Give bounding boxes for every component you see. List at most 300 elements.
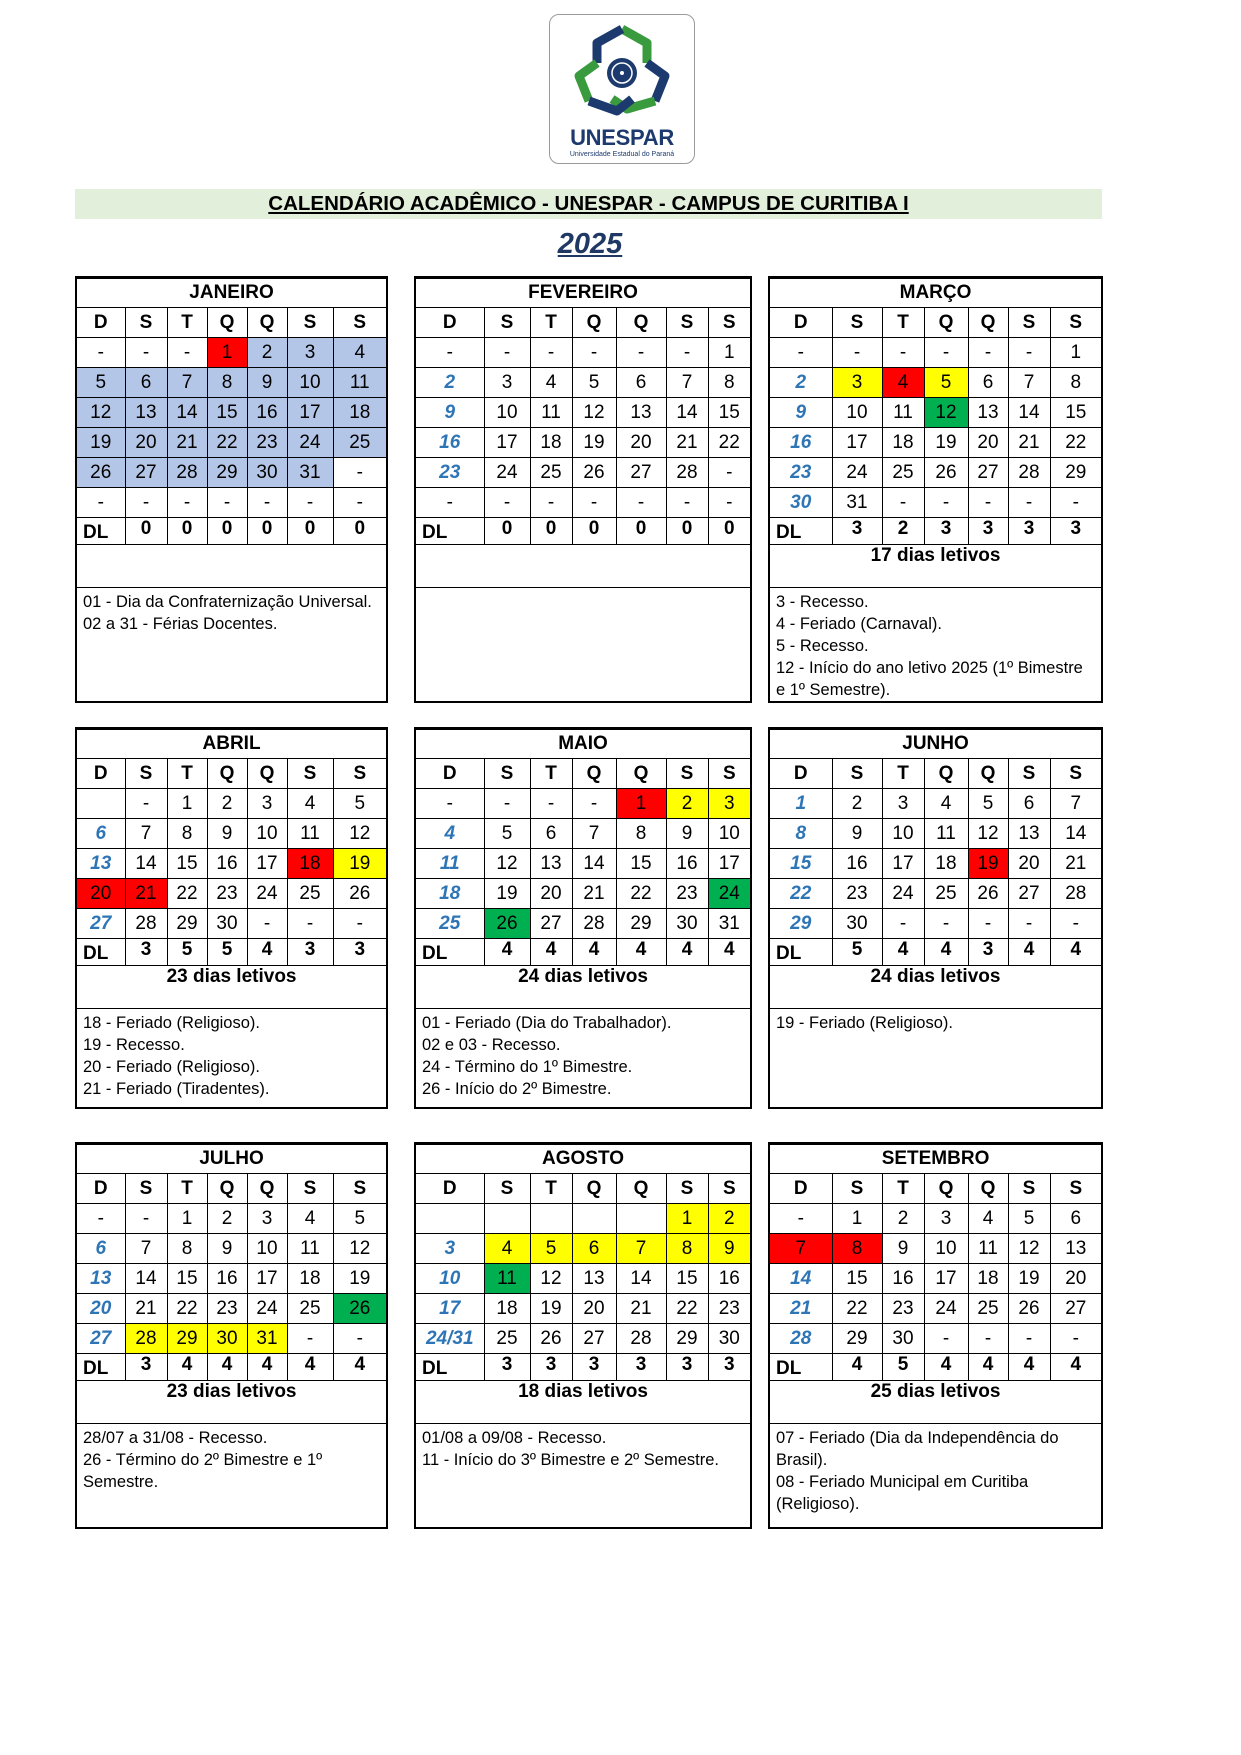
day-cell: - xyxy=(530,789,572,819)
day-cell: 8 xyxy=(832,1234,882,1264)
day-cell: 27 xyxy=(77,1324,125,1354)
day-cell: 3 xyxy=(832,368,882,398)
day-cell: 15 xyxy=(832,1264,882,1294)
day-cell: 19 xyxy=(530,1294,572,1324)
day-cell: 30 xyxy=(832,909,882,939)
week-row xyxy=(77,1294,386,1324)
day-cell: 28 xyxy=(167,458,207,488)
day-cell: 15 xyxy=(167,1264,207,1294)
day-cell: - xyxy=(924,338,968,368)
day-cell xyxy=(572,1204,616,1234)
month-notes xyxy=(770,588,1101,702)
day-cell: 29 xyxy=(616,909,666,939)
day-cell: 17 xyxy=(287,398,333,428)
day-cell: 3 xyxy=(247,789,287,819)
dl-count: 4 xyxy=(333,1354,386,1381)
week-row xyxy=(770,428,1101,458)
dl-count: 4 xyxy=(572,939,616,966)
day-cell: 17 xyxy=(484,428,530,458)
day-cell: 25 xyxy=(530,458,572,488)
day-cell: 13 xyxy=(968,398,1008,428)
note-line: 18 - Feriado (Religioso). xyxy=(83,1014,260,1032)
week-row xyxy=(416,879,750,909)
day-cell: 15 xyxy=(207,398,247,428)
weekday-header: S xyxy=(666,759,708,789)
day-cell: 19 xyxy=(484,879,530,909)
note-line: 01 - Feriado (Dia do Trabalhador). xyxy=(422,1014,672,1032)
day-cell: 14 xyxy=(572,849,616,879)
day-cell: - xyxy=(616,338,666,368)
day-cell: 24/31 xyxy=(416,1324,484,1354)
week-row xyxy=(416,909,750,939)
day-cell: 1 xyxy=(708,338,750,368)
day-cell: 12 xyxy=(530,1264,572,1294)
day-cell: - xyxy=(125,338,167,368)
day-cell: 28 xyxy=(125,1324,167,1354)
weekday-header: T xyxy=(882,308,924,338)
weekday-header: S xyxy=(1008,759,1050,789)
day-cell: 4 xyxy=(530,368,572,398)
weekday-header: S xyxy=(1050,1174,1101,1204)
dl-count: 4 xyxy=(247,1354,287,1381)
dl-count: 0 xyxy=(708,518,750,545)
day-cell: 25 xyxy=(287,879,333,909)
day-cell: 18 xyxy=(530,428,572,458)
dl-count: 4 xyxy=(1050,939,1101,966)
weekday-header: S xyxy=(333,759,386,789)
day-cell: 23 xyxy=(708,1294,750,1324)
day-cell: 5 xyxy=(333,1204,386,1234)
day-cell: 13 xyxy=(1050,1234,1101,1264)
week-row xyxy=(770,1264,1101,1294)
dl-count: 5 xyxy=(207,939,247,966)
day-cell: 4 xyxy=(924,789,968,819)
day-cell: - xyxy=(125,1204,167,1234)
dias-letivos: 18 dias letivos xyxy=(416,1381,750,1424)
week-row xyxy=(416,1204,750,1234)
day-cell: 28 xyxy=(1008,458,1050,488)
day-cell: 13 xyxy=(572,1264,616,1294)
note-line: 08 - Feriado Municipal em Curitiba (Religioso). xyxy=(776,1473,1029,1513)
day-cell: 12 xyxy=(333,819,386,849)
day-cell: 5 xyxy=(1008,1204,1050,1234)
day-cell: 19 xyxy=(333,849,386,879)
weekday-header: Q xyxy=(968,308,1008,338)
day-cell: 27 xyxy=(77,909,125,939)
day-cell: - xyxy=(287,488,333,518)
day-cell: 21 xyxy=(1008,428,1050,458)
day-cell: 15 xyxy=(770,849,832,879)
day-cell: 20 xyxy=(530,879,572,909)
day-cell: 1 xyxy=(832,1204,882,1234)
day-cell: 28 xyxy=(770,1324,832,1354)
week-row xyxy=(77,849,386,879)
day-cell: 10 xyxy=(708,819,750,849)
weekday-header: D xyxy=(770,759,832,789)
month-8 xyxy=(768,1142,1103,1529)
day-cell: 21 xyxy=(616,1294,666,1324)
day-cell: - xyxy=(333,488,386,518)
dl-count: 3 xyxy=(832,518,882,545)
day-cell: 17 xyxy=(708,849,750,879)
day-cell: 20 xyxy=(77,1294,125,1324)
dl-count: 4 xyxy=(1008,1354,1050,1381)
month-notes xyxy=(416,1009,750,1108)
dl-count: 4 xyxy=(666,939,708,966)
logo-subtitle: Universidade Estadual do Paraná xyxy=(569,151,675,158)
weekday-header: D xyxy=(77,1174,125,1204)
day-cell: 17 xyxy=(882,849,924,879)
day-cell: - xyxy=(484,338,530,368)
weekday-header: S xyxy=(666,308,708,338)
weekday-header: S xyxy=(333,308,386,338)
day-cell: 9 xyxy=(708,1234,750,1264)
day-cell: 17 xyxy=(924,1264,968,1294)
day-cell: 31 xyxy=(287,458,333,488)
day-cell: 2 xyxy=(666,789,708,819)
day-cell: - xyxy=(125,488,167,518)
day-cell: 6 xyxy=(530,819,572,849)
dias-letivos: 23 dias letivos xyxy=(77,966,386,1009)
day-cell: 26 xyxy=(530,1324,572,1354)
dl-count: 3 xyxy=(1008,518,1050,545)
day-cell: 18 xyxy=(333,398,386,428)
day-cell: 20 xyxy=(125,428,167,458)
day-cell: - xyxy=(770,338,832,368)
day-cell: 15 xyxy=(1050,398,1101,428)
week-row xyxy=(416,1324,750,1354)
day-cell: 9 xyxy=(882,1234,924,1264)
day-cell: 20 xyxy=(968,428,1008,458)
day-cell: - xyxy=(924,1324,968,1354)
day-cell: - xyxy=(1008,1324,1050,1354)
day-cell: 14 xyxy=(616,1264,666,1294)
weekday-header: T xyxy=(530,759,572,789)
day-cell: 16 xyxy=(708,1264,750,1294)
day-cell: 6 xyxy=(125,368,167,398)
day-cell: - xyxy=(247,909,287,939)
week-row xyxy=(77,428,386,458)
day-cell: - xyxy=(708,458,750,488)
day-cell: - xyxy=(968,1324,1008,1354)
weekday-header: S xyxy=(1050,308,1101,338)
month-name: MAIO xyxy=(416,730,750,759)
day-cell: 10 xyxy=(832,398,882,428)
day-cell: 21 xyxy=(125,879,167,909)
day-cell: 3 xyxy=(287,338,333,368)
day-cell: 7 xyxy=(572,819,616,849)
month-2 xyxy=(768,276,1103,703)
day-cell: 19 xyxy=(924,428,968,458)
day-cell: 19 xyxy=(968,849,1008,879)
day-cell: - xyxy=(530,488,572,518)
day-cell: - xyxy=(416,338,484,368)
dl-count: 0 xyxy=(572,518,616,545)
day-cell: 26 xyxy=(924,458,968,488)
weekday-header: S xyxy=(1008,308,1050,338)
week-row xyxy=(770,849,1101,879)
weekday-header: Q xyxy=(572,1174,616,1204)
month-6 xyxy=(75,1142,388,1529)
day-cell: 2 xyxy=(416,368,484,398)
day-cell: 5 xyxy=(530,1234,572,1264)
note-line: 21 - Feriado (Tiradentes). xyxy=(83,1080,270,1098)
week-row xyxy=(416,488,750,518)
day-cell: 13 xyxy=(125,398,167,428)
note-line: 28/07 a 31/08 - Recesso. xyxy=(83,1429,268,1447)
weekday-header: D xyxy=(770,1174,832,1204)
dl-count: 0 xyxy=(484,518,530,545)
dias-letivos: 24 dias letivos xyxy=(770,966,1101,1009)
day-cell: 2 xyxy=(832,789,882,819)
week-row xyxy=(77,338,386,368)
day-cell: 30 xyxy=(708,1324,750,1354)
day-cell: 19 xyxy=(1008,1264,1050,1294)
weekday-header: T xyxy=(530,1174,572,1204)
week-row xyxy=(416,458,750,488)
day-cell: 23 xyxy=(770,458,832,488)
month-notes xyxy=(416,1424,750,1528)
day-cell xyxy=(530,1204,572,1234)
week-row xyxy=(770,488,1101,518)
day-cell: 17 xyxy=(247,849,287,879)
day-cell: 30 xyxy=(247,458,287,488)
day-cell: 17 xyxy=(416,1294,484,1324)
week-row xyxy=(416,789,750,819)
month-notes xyxy=(416,588,750,702)
calendar-title-bar xyxy=(75,189,1102,219)
day-cell: 16 xyxy=(247,398,287,428)
day-cell: 29 xyxy=(207,458,247,488)
day-cell: 6 xyxy=(1050,1204,1101,1234)
day-cell: - xyxy=(1008,338,1050,368)
day-cell: 11 xyxy=(484,1264,530,1294)
dias-letivos xyxy=(77,545,386,588)
dl-count: 0 xyxy=(167,518,207,545)
month-name: JULHO xyxy=(77,1145,386,1174)
day-cell: 16 xyxy=(207,849,247,879)
day-cell: 5 xyxy=(924,368,968,398)
dl-count: 3 xyxy=(708,1354,750,1381)
day-cell: 19 xyxy=(77,428,125,458)
day-cell: 9 xyxy=(247,368,287,398)
dl-count: 4 xyxy=(247,939,287,966)
day-cell: 7 xyxy=(125,1234,167,1264)
day-cell: 23 xyxy=(207,1294,247,1324)
weekday-header: Q xyxy=(968,759,1008,789)
note-line: 11 - Início do 3º Bimestre e 2º Semestre. xyxy=(422,1451,719,1469)
day-cell: 24 xyxy=(832,458,882,488)
day-cell: 27 xyxy=(1050,1294,1101,1324)
week-row xyxy=(770,338,1101,368)
weekday-header: T xyxy=(167,1174,207,1204)
day-cell: 23 xyxy=(247,428,287,458)
month-7 xyxy=(414,1142,752,1529)
day-cell: - xyxy=(882,338,924,368)
dl-label: DL xyxy=(77,1354,125,1381)
day-cell: 26 xyxy=(1008,1294,1050,1324)
weekday-header: D xyxy=(770,308,832,338)
note-line: 19 - Feriado (Religioso). xyxy=(776,1014,953,1032)
day-cell: 8 xyxy=(616,819,666,849)
day-cell: 25 xyxy=(924,879,968,909)
day-cell: 2 xyxy=(708,1204,750,1234)
day-cell: 11 xyxy=(530,398,572,428)
week-row xyxy=(416,1234,750,1264)
day-cell: 22 xyxy=(770,879,832,909)
dl-count: 4 xyxy=(924,1354,968,1381)
month-0 xyxy=(75,276,388,703)
day-cell: 12 xyxy=(77,398,125,428)
weekday-header: Q xyxy=(572,308,616,338)
day-cell: 16 xyxy=(832,849,882,879)
day-cell: 14 xyxy=(770,1264,832,1294)
month-notes xyxy=(77,1009,386,1108)
week-row xyxy=(770,398,1101,428)
weekday-header: S xyxy=(708,1174,750,1204)
week-row xyxy=(770,1294,1101,1324)
day-cell: 18 xyxy=(287,849,333,879)
day-cell: 3 xyxy=(247,1204,287,1234)
day-cell: - xyxy=(882,909,924,939)
day-cell: 17 xyxy=(247,1264,287,1294)
day-cell: 30 xyxy=(882,1324,924,1354)
weekday-header: S xyxy=(287,308,333,338)
day-cell: 16 xyxy=(207,1264,247,1294)
day-cell: 7 xyxy=(1008,368,1050,398)
day-cell: 27 xyxy=(530,909,572,939)
weekday-header: D xyxy=(77,759,125,789)
dl-count: 4 xyxy=(708,939,750,966)
day-cell: - xyxy=(333,458,386,488)
day-cell: - xyxy=(167,488,207,518)
day-cell: 21 xyxy=(167,428,207,458)
day-cell: - xyxy=(247,488,287,518)
week-row xyxy=(77,488,386,518)
day-cell: 3 xyxy=(882,789,924,819)
day-cell xyxy=(484,1204,530,1234)
week-row xyxy=(416,428,750,458)
day-cell: 4 xyxy=(333,338,386,368)
day-cell: - xyxy=(1008,488,1050,518)
weekday-header: S xyxy=(287,759,333,789)
day-cell: 2 xyxy=(770,368,832,398)
week-row xyxy=(77,1234,386,1264)
weekday-header: Q xyxy=(247,1174,287,1204)
day-cell: 14 xyxy=(1050,819,1101,849)
week-row xyxy=(416,819,750,849)
day-cell: 11 xyxy=(333,368,386,398)
day-cell: 11 xyxy=(924,819,968,849)
dl-label: DL xyxy=(416,939,484,966)
day-cell: 16 xyxy=(666,849,708,879)
day-cell: 8 xyxy=(167,1234,207,1264)
day-cell: - xyxy=(666,338,708,368)
weekday-header: T xyxy=(530,308,572,338)
day-cell: 31 xyxy=(247,1324,287,1354)
day-cell: 28 xyxy=(666,458,708,488)
day-cell: 22 xyxy=(207,428,247,458)
logo-name: UNESPAR xyxy=(570,125,674,150)
day-cell: 22 xyxy=(167,879,207,909)
week-row xyxy=(770,1324,1101,1354)
day-cell: 27 xyxy=(572,1324,616,1354)
day-cell: - xyxy=(924,909,968,939)
month-notes xyxy=(770,1009,1101,1108)
day-cell: 16 xyxy=(770,428,832,458)
weekday-header: D xyxy=(416,1174,484,1204)
day-cell: - xyxy=(484,789,530,819)
day-cell: 5 xyxy=(484,819,530,849)
dl-label: DL xyxy=(416,1354,484,1381)
day-cell: 27 xyxy=(1008,879,1050,909)
note-line: 3 - Recesso. xyxy=(776,593,869,611)
day-cell: 25 xyxy=(333,428,386,458)
day-cell: 27 xyxy=(125,458,167,488)
day-cell: 21 xyxy=(1050,849,1101,879)
dl-count: 0 xyxy=(247,518,287,545)
day-cell: 11 xyxy=(287,1234,333,1264)
day-cell: 18 xyxy=(968,1264,1008,1294)
dl-count: 5 xyxy=(167,939,207,966)
week-row xyxy=(416,338,750,368)
month-notes xyxy=(77,1424,386,1528)
day-cell: - xyxy=(572,338,616,368)
day-cell: 8 xyxy=(1050,368,1101,398)
day-cell: - xyxy=(882,488,924,518)
weekday-header: S xyxy=(1008,1174,1050,1204)
dl-count: 0 xyxy=(666,518,708,545)
weekday-header: Q xyxy=(247,759,287,789)
day-cell: 1 xyxy=(207,338,247,368)
week-row xyxy=(77,368,386,398)
day-cell: - xyxy=(832,338,882,368)
day-cell: 2 xyxy=(207,789,247,819)
day-cell: - xyxy=(770,1204,832,1234)
day-cell: 13 xyxy=(77,849,125,879)
day-cell: - xyxy=(1050,488,1101,518)
dl-count: 0 xyxy=(530,518,572,545)
day-cell: 23 xyxy=(882,1294,924,1324)
week-row xyxy=(770,819,1101,849)
weekday-header: S xyxy=(125,308,167,338)
month-notes xyxy=(77,588,386,702)
day-cell: 24 xyxy=(484,458,530,488)
month-1 xyxy=(414,276,752,703)
note-line: 01 - Dia da Confraternização Universal. xyxy=(83,593,372,611)
month-notes xyxy=(770,1424,1101,1528)
day-cell: 17 xyxy=(832,428,882,458)
day-cell: 26 xyxy=(333,1294,386,1324)
day-cell: 30 xyxy=(207,1324,247,1354)
week-row xyxy=(770,458,1101,488)
dias-letivos xyxy=(416,545,750,588)
weekday-header: S xyxy=(832,759,882,789)
dl-count: 3 xyxy=(924,518,968,545)
dl-count: 3 xyxy=(616,1354,666,1381)
dl-count: 4 xyxy=(167,1354,207,1381)
calendar-title: CALENDÁRIO ACADÊMICO - UNESPAR - CAMPUS DE CURITIBA I xyxy=(268,192,909,215)
note-line: 5 - Recesso. xyxy=(776,637,869,655)
day-cell: - xyxy=(484,488,530,518)
month-name: SETEMBRO xyxy=(770,1145,1101,1174)
day-cell: - xyxy=(530,338,572,368)
dl-count: 3 xyxy=(125,1354,167,1381)
day-cell: 26 xyxy=(333,879,386,909)
day-cell: 31 xyxy=(832,488,882,518)
dl-label: DL xyxy=(77,518,125,545)
day-cell: 9 xyxy=(832,819,882,849)
